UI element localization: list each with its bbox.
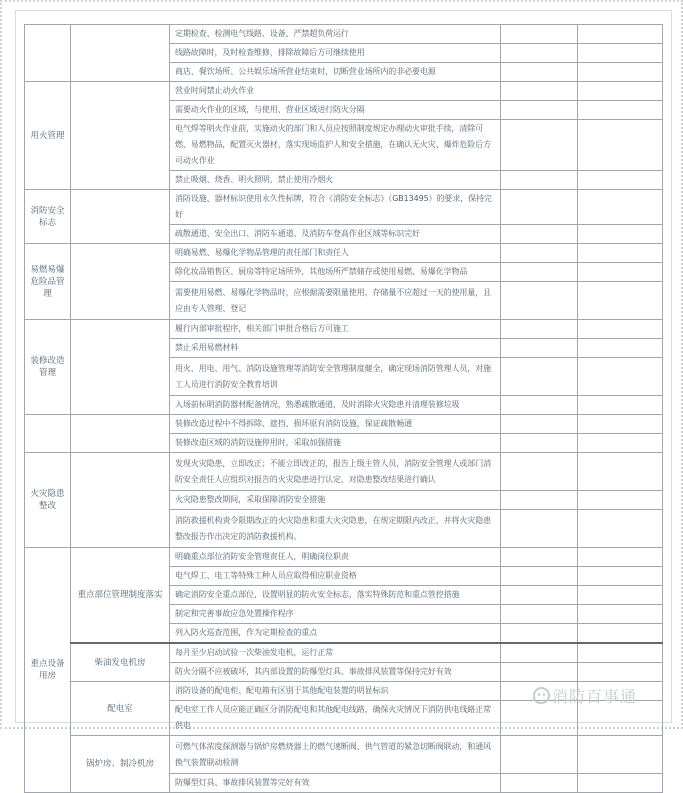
item-text-cell: 明确重点部位消防安全管理责任人，明确岗位职责	[170, 548, 501, 567]
item-text-cell: 用火、用电、用气、消防设施管理等消防安全管理制度健全，确定现场消防管理人员，对施工人员进行消防安全教育培训	[170, 358, 501, 396]
check-result-cell	[501, 701, 578, 736]
category-cell-signs: 消防安全标志	[25, 190, 71, 244]
subcategory-cell-blank	[71, 415, 170, 453]
check-result-cell	[501, 190, 578, 225]
remark-cell	[578, 774, 663, 793]
checklist-row	[25, 682, 663, 701]
item-text-cell: 消防设施、器材标识使用永久性标牌，符合《消防安全标志》（GB13495）的要求，保持完好	[170, 190, 501, 225]
remark-cell	[578, 434, 663, 453]
item-text-cell: 确定消防安全重点部位，设置明显的防火安全标志，落实特殊防范和重点管控措施	[170, 586, 501, 605]
remark-cell	[578, 82, 663, 101]
subcategory-cell-boiler-refrigeration-room: 锅炉房、制冷机房	[71, 736, 170, 793]
item-text-cell: 需要使用易燃、易爆化学物品时，应根据需要限量使用，存储量不应超过一天的使用量，且应由专人管理、登记	[170, 282, 501, 320]
check-result-cell	[501, 774, 578, 793]
watermark-text: 消防百事通	[552, 687, 638, 706]
checklist-row	[25, 415, 663, 434]
checklist-row	[25, 82, 663, 101]
remark-cell	[578, 358, 663, 396]
subcategory-cell-blank	[71, 82, 170, 190]
subcategory-cell-blank	[71, 320, 170, 415]
remark-cell	[578, 25, 663, 44]
check-result-cell	[501, 396, 578, 415]
item-text-cell: 除化妆品销售区、厨房等特定场所外，其他场所严禁储存或使用易燃、易爆化学物品	[170, 263, 501, 282]
category-cell-key-equipment-rooms: 重点设备用房	[25, 548, 71, 793]
remark-cell	[578, 491, 663, 510]
remark-cell	[578, 263, 663, 282]
remark-cell	[578, 120, 663, 171]
category-cell-hazard-rectification: 火灾隐患整改	[25, 453, 71, 548]
category-cell-hazmat: 易燃易爆危险品管理	[25, 244, 71, 320]
item-text-cell: 定期检查、检测电气线路、设备，严禁超负荷运行	[170, 25, 501, 44]
check-result-cell	[501, 44, 578, 63]
item-text-cell: 制定和完善事故应急处置操作程序	[170, 605, 501, 624]
check-result-cell	[501, 736, 578, 774]
remark-cell	[578, 586, 663, 605]
remark-cell	[578, 44, 663, 63]
item-text-cell: 电气焊工、电工等特殊工种人员应取得相应职业资格	[170, 567, 501, 586]
remark-cell	[578, 701, 663, 736]
checklist-row	[25, 190, 663, 225]
check-result-cell	[501, 263, 578, 282]
check-result-cell	[501, 548, 578, 567]
category-cell-blank	[25, 415, 71, 453]
category-cell-fire-use: 用火管理	[25, 82, 71, 190]
remark-cell	[578, 510, 663, 548]
check-result-cell	[501, 101, 578, 120]
subcategory-cell-blank	[71, 190, 170, 244]
item-text-cell: 需要动火作业的区域，与使用、营业区域进行防火分隔	[170, 101, 501, 120]
item-text-cell: 营业时间禁止动火作业	[170, 82, 501, 101]
item-text-cell: 疏散通道、安全出口、消防车通道、及消防车登高作业区域等标识完好	[170, 225, 501, 244]
remark-cell	[578, 320, 663, 339]
check-result-cell	[501, 415, 578, 434]
subcategory-cell-blank	[71, 244, 170, 320]
remark-cell	[578, 244, 663, 263]
remark-cell	[578, 339, 663, 358]
item-text-cell: 明确易燃、易爆化学物品管理的责任部门和责任人	[170, 244, 501, 263]
remark-cell	[578, 567, 663, 586]
item-text-cell: 火灾隐患整改期间，采取保障消防安全措施	[170, 491, 501, 510]
item-text-cell: 消防救援机构责令限期改正的火灾隐患和重大火灾隐患，在规定期限内改正，并将火灾隐患整改报告作出决定的消防救援机构。	[170, 510, 501, 548]
check-result-cell	[501, 82, 578, 101]
check-result-cell	[501, 282, 578, 320]
check-result-cell	[501, 586, 578, 605]
check-result-cell	[501, 225, 578, 244]
remark-cell	[578, 605, 663, 624]
remark-cell	[578, 453, 663, 491]
check-result-cell	[501, 510, 578, 548]
remark-cell	[578, 643, 663, 663]
item-text-cell: 电气焊等明火作业前，实施动火的部门和人员应按照制度规定办理动火审批手续，清除可燃、易燃物品，配置灭火器材，落实现场监护人和安全措施，在确认无火灾、爆炸危险后方可动火作业	[170, 120, 501, 171]
fire-safety-checklist-table	[24, 24, 663, 793]
check-result-cell	[501, 605, 578, 624]
checklist-row	[25, 244, 663, 263]
item-text-cell: 列入防火巡查范围，作为定期检查的重点	[170, 624, 501, 644]
item-text-cell: 防爆型灯具、事故排风装置等完好有效	[170, 774, 501, 793]
check-result-cell	[501, 453, 578, 491]
check-result-cell	[501, 682, 578, 701]
item-text-cell: 禁止采用易燃材料	[170, 339, 501, 358]
item-text-cell: 入场前标明消防器材配备情况，熟悉疏散通道，及时消除火灾隐患并清理装修垃圾	[170, 396, 501, 415]
item-text-cell: 禁止吸烟、烧香、明火照明，禁止使用冷烟火	[170, 171, 501, 190]
check-result-cell	[501, 663, 578, 682]
remark-cell	[578, 682, 663, 701]
category-cell-renovation: 装修改造管理	[25, 320, 71, 415]
remark-cell	[578, 736, 663, 774]
remark-cell	[578, 63, 663, 82]
checklist-row	[25, 25, 663, 44]
remark-cell	[578, 396, 663, 415]
item-text-cell: 线路故障时，及时检查维修，排除故障后方可继续使用	[170, 44, 501, 63]
remark-cell	[578, 282, 663, 320]
item-text-cell: 发现火灾隐患，立即改正；不能立即改正的，报告上级主管人员，消防安全管理人或部门消防安全责任人应组织对报告的火灾隐患进行认定，对隐患整改结果进行确认	[170, 453, 501, 491]
check-result-cell	[501, 244, 578, 263]
item-text-cell: 防火分隔不应被破坏，其内部设置的防爆型灯具、事故排风装置等保持完好有效	[170, 663, 501, 682]
remark-cell	[578, 663, 663, 682]
remark-cell	[578, 548, 663, 567]
check-result-cell	[501, 25, 578, 44]
check-result-cell	[501, 643, 578, 663]
checklist-row	[25, 320, 663, 339]
check-result-cell	[501, 624, 578, 644]
subcategory-cell-key-parts-system: 重点部位管理制度落实	[71, 548, 170, 644]
check-result-cell	[501, 120, 578, 171]
check-result-cell	[501, 434, 578, 453]
category-cell-blank	[25, 25, 71, 82]
remark-cell	[578, 225, 663, 244]
remark-cell	[578, 190, 663, 225]
remark-cell	[578, 101, 663, 120]
checklist-row	[25, 736, 663, 774]
check-result-cell	[501, 171, 578, 190]
item-text-cell: 每月至少启动试验一次柴油发电机，运行正常	[170, 643, 501, 663]
check-result-cell	[501, 491, 578, 510]
subcategory-cell-power-distribution-room: 配电室	[71, 682, 170, 736]
item-text-cell: 商店、餐饮场所、公共娱乐场所营业结束时，切断营业场所内的非必要电源	[170, 63, 501, 82]
checklist-row	[25, 643, 663, 663]
item-text-cell: 配电室工作人员应能正确区分消防配电和其他配电线路，确保火灾情况下消防供电线路正常供电	[170, 701, 501, 736]
item-text-cell: 可燃气体浓度探测器与锅炉房燃烧器上的燃气速断阀、供气管道的紧急切断阀联动，和通风换气装置联动检测	[170, 736, 501, 774]
remark-cell	[578, 415, 663, 434]
remark-cell	[578, 624, 663, 644]
subcategory-cell-diesel-generator-room: 柴油发电机房	[71, 643, 170, 682]
item-text-cell: 履行内部审批程序，相关部门审批合格后方可施工	[170, 320, 501, 339]
subcategory-cell-blank	[71, 25, 170, 82]
item-text-cell: 消防设备的配电柜、配电箱有区别于其他配电装置的明显标识	[170, 682, 501, 701]
check-result-cell	[501, 63, 578, 82]
item-text-cell: 装修改造区域的消防设施停用时，采取加强措施	[170, 434, 501, 453]
checklist-row	[25, 548, 663, 567]
check-result-cell	[501, 567, 578, 586]
checklist-row	[25, 453, 663, 491]
item-text-cell: 装修改造过程中不得拆除、遮挡、损坏原有消防设施，保证疏散畅通	[170, 415, 501, 434]
check-result-cell	[501, 358, 578, 396]
subcategory-cell-blank	[71, 453, 170, 548]
check-result-cell	[501, 320, 578, 339]
check-result-cell	[501, 339, 578, 358]
remark-cell	[578, 171, 663, 190]
